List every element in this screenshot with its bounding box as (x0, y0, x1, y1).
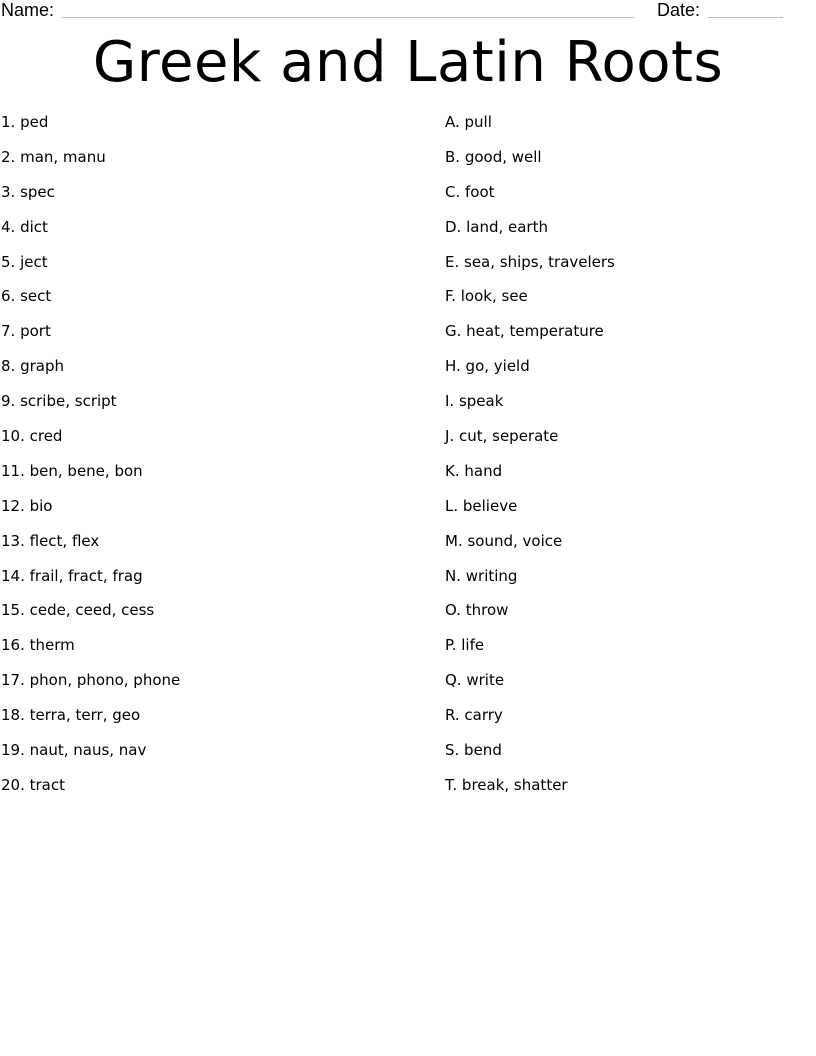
meaning-item: T. break, shatter (445, 775, 568, 794)
meaning-item: J. cut, seperate (445, 427, 559, 446)
root-item: 3. spec (1, 182, 55, 201)
root-item: 12. bio (1, 496, 53, 515)
name-blank-line (62, 17, 634, 18)
meaning-item: I. speak (445, 392, 504, 411)
root-item: 8. graph (1, 357, 64, 376)
meaning-item: M. sound, voice (445, 531, 563, 550)
root-item: 7. port (1, 322, 51, 341)
root-item: 16. therm (1, 636, 75, 655)
root-item: 11. ben, bene, bon (1, 461, 143, 480)
meaning-item: C. foot (445, 182, 495, 201)
root-item: 13. flect, flex (1, 531, 100, 550)
root-item: 20. tract (1, 775, 65, 794)
meanings-list (445, 112, 615, 810)
date-blank-line (708, 17, 783, 18)
root-item: 18. terra, terr, geo (1, 706, 141, 725)
meaning-item: A. pull (445, 113, 492, 131)
meaning-item: E. sea, ships, travelers (445, 252, 615, 271)
root-item: 5. ject (1, 252, 48, 271)
meaning-item: H. go, yield (445, 357, 530, 376)
meaning-item: K. hand (445, 461, 503, 480)
meaning-item: D. land, earth (445, 217, 548, 236)
name-label: Name: (1, 0, 55, 20)
meaning-item: S. bend (445, 741, 502, 760)
root-item: 10. cred (1, 427, 63, 446)
page-title: Greek and Latin Roots (92, 30, 724, 95)
roots-list (1, 112, 180, 810)
root-item: 1. ped (1, 113, 49, 131)
meaning-item: Q. write (445, 671, 505, 690)
root-item: 6. sect (1, 287, 52, 306)
date-label: Date: (657, 0, 701, 20)
meaning-item: R. carry (445, 706, 503, 725)
worksheet-header (0, 0, 816, 24)
meaning-item: O. throw (445, 601, 509, 620)
root-item: 14. frail, fract, frag (1, 566, 143, 585)
root-item: 17. phon, phono, phone (1, 671, 181, 690)
meaning-item: L. believe (445, 496, 518, 515)
meaning-item: P. life (445, 636, 485, 655)
root-item: 2. man, manu (1, 147, 106, 166)
root-item: 15. cede, ceed, cess (1, 601, 155, 620)
meaning-item: N. writing (445, 566, 518, 585)
meaning-item: B. good, well (445, 147, 542, 166)
meaning-item: F. look, see (445, 287, 528, 306)
root-item: 19. naut, naus, nav (1, 741, 147, 760)
root-item: 4. dict (1, 217, 48, 236)
root-item: 9. scribe, script (1, 392, 117, 411)
meaning-item: G. heat, temperature (445, 322, 604, 341)
